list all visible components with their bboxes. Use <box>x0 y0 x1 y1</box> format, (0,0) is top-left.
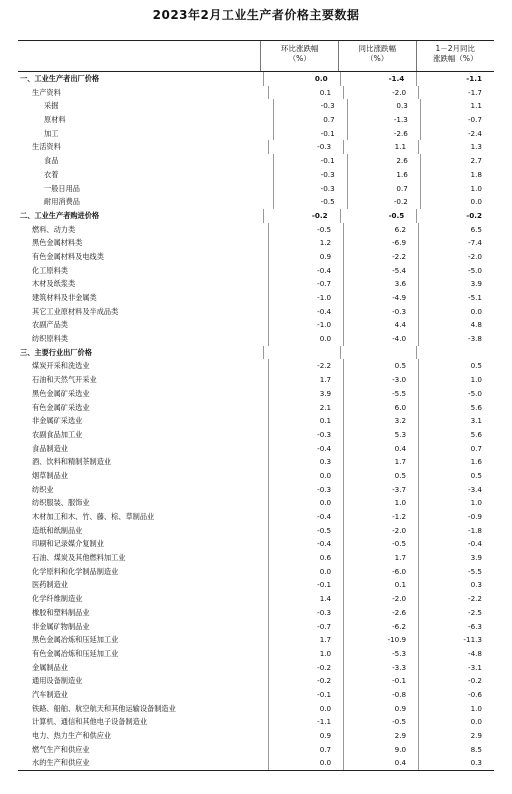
cell-ytd: 4.8 <box>418 318 494 332</box>
cell-ytd: -1.7 <box>418 86 494 100</box>
table-row <box>18 127 494 141</box>
cell-yoy: 0.1 <box>343 578 418 592</box>
cell-mom <box>263 346 340 360</box>
row-label: 有色金属矿采选业 <box>32 402 90 412</box>
row-label: 金属制品业 <box>32 662 68 672</box>
row-label: 非金属矿采选业 <box>32 416 83 426</box>
table-row <box>18 72 494 86</box>
cell-ytd: -5.0 <box>418 387 494 401</box>
table-row <box>18 195 494 209</box>
cell-ytd: -1.8 <box>418 524 494 538</box>
cell-yoy: 0.7 <box>347 182 420 196</box>
cell-yoy: -6.2 <box>343 620 418 634</box>
table-row <box>18 661 494 675</box>
cell-ytd: -2.2 <box>418 592 494 606</box>
row-label: 有色金属冶炼和压延加工业 <box>32 648 119 658</box>
row-label: 衣着 <box>44 169 59 179</box>
cell-mom: -0.1 <box>268 688 343 702</box>
table-row <box>18 99 494 113</box>
cell-mom: -0.5 <box>273 195 346 209</box>
cell-yoy: -2.2 <box>343 250 418 264</box>
cell-ytd: -5.5 <box>418 565 494 579</box>
cell-mom: -2.2 <box>268 359 343 373</box>
cell-ytd: 1.0 <box>418 496 494 510</box>
table-row <box>18 524 494 538</box>
cell-mom: 0.0 <box>268 565 343 579</box>
cell-mom: -0.5 <box>268 524 343 538</box>
cell-yoy: -5.4 <box>343 264 418 278</box>
header-yoy-line2: （%） <box>366 54 389 63</box>
row-label: 一、工业生产者出厂价格 <box>20 74 100 83</box>
table-row <box>18 209 494 223</box>
cell-ytd: 2.7 <box>420 154 494 168</box>
row-label: 石油、煤炭及其他燃料加工业 <box>32 553 126 563</box>
cell-yoy: -10.9 <box>343 633 418 647</box>
header-yoy-line1: 同比涨跌幅 <box>358 44 396 53</box>
table-row <box>18 483 494 497</box>
cell-ytd: -0.4 <box>418 537 494 551</box>
cell-yoy: 0.5 <box>343 469 418 483</box>
header-blank <box>18 41 260 71</box>
cell-yoy: -0.5 <box>343 537 418 551</box>
row-label: 原材料 <box>44 115 66 125</box>
cell-mom: 0.7 <box>268 743 343 757</box>
cell-mom: -0.3 <box>273 168 346 182</box>
row-label: 烟草制品业 <box>32 470 68 480</box>
row-label: 农副食品加工业 <box>32 429 83 439</box>
cell-yoy: -3.3 <box>343 661 418 675</box>
cell-yoy: 2.6 <box>347 154 420 168</box>
header-ytd-line1: 1－2月同比 <box>435 44 476 53</box>
cell-ytd: 0.0 <box>418 305 494 319</box>
cell-yoy <box>340 346 417 360</box>
cell-yoy: -0.5 <box>343 715 418 729</box>
table-row <box>18 318 494 332</box>
cell-ytd: -2.5 <box>418 606 494 620</box>
table-row <box>18 182 494 196</box>
table-row <box>18 442 494 456</box>
cell-ytd: 0.7 <box>418 442 494 456</box>
cell-mom: 0.3 <box>268 455 343 469</box>
row-label: 非金属矿物制品业 <box>32 621 90 631</box>
cell-mom: 0.0 <box>263 72 340 86</box>
table-row <box>18 702 494 716</box>
cell-ytd: 0.5 <box>418 359 494 373</box>
cell-mom: -0.4 <box>268 537 343 551</box>
cell-yoy: -4.9 <box>343 291 418 305</box>
table-row <box>18 510 494 524</box>
cell-yoy: -6.9 <box>343 236 418 250</box>
row-label: 石油和天然气开采业 <box>32 375 97 385</box>
cell-ytd: 1.1 <box>420 99 494 113</box>
cell-yoy: -2.0 <box>343 592 418 606</box>
row-label: 电力、热力生产和供应业 <box>32 731 112 740</box>
cell-yoy: -3.7 <box>343 483 418 497</box>
table-row <box>18 264 494 278</box>
row-label: 一般日用品 <box>44 183 80 193</box>
cell-ytd: -11.3 <box>418 633 494 647</box>
cell-mom: -0.4 <box>268 510 343 524</box>
row-label: 农副产品类 <box>32 320 68 330</box>
cell-ytd: 0.5 <box>418 469 494 483</box>
cell-yoy: 1.7 <box>343 455 418 469</box>
cell-yoy: -0.5 <box>340 209 417 223</box>
cell-mom: 1.7 <box>268 373 343 387</box>
row-label: 化学原料和化学制品制造业 <box>32 566 119 576</box>
table-row <box>18 346 494 360</box>
header-mom <box>260 41 338 71</box>
cell-ytd: -0.9 <box>418 510 494 524</box>
cell-ytd: -6.3 <box>418 620 494 634</box>
row-label: 纺织服装、服饰业 <box>32 498 90 508</box>
cell-mom: -0.2 <box>268 674 343 688</box>
row-label: 燃料、动力类 <box>32 224 76 234</box>
cell-yoy: -0.2 <box>347 195 420 209</box>
table-row <box>18 414 494 428</box>
table-row <box>18 633 494 647</box>
cell-yoy: 3.6 <box>343 277 418 291</box>
cell-ytd: -5.0 <box>418 264 494 278</box>
header-mom-line1: 环比涨跌幅 <box>280 44 319 53</box>
cell-ytd: -3.8 <box>418 332 494 346</box>
table-row <box>18 359 494 373</box>
row-label: 铁路、船舶、航空航天和其他运输设备制造业 <box>32 703 176 713</box>
table-row <box>18 455 494 469</box>
row-label: 水的生产和供应业 <box>32 758 90 768</box>
cell-ytd: -2.4 <box>420 127 494 141</box>
table-row <box>18 537 494 551</box>
cell-mom: 0.6 <box>268 551 343 565</box>
row-label: 三、主要行业出厂价格 <box>20 347 92 357</box>
header-mom-line2: （%） <box>288 54 311 63</box>
row-label: 其它工业原材料及半成品类 <box>32 306 119 316</box>
cell-ytd: -0.7 <box>420 113 494 127</box>
table-row <box>18 305 494 319</box>
cell-mom: 0.9 <box>268 729 343 743</box>
table-header <box>18 41 494 72</box>
row-label: 通用设备制造业 <box>32 676 83 686</box>
table-row <box>18 715 494 729</box>
cell-mom: -1.0 <box>268 318 343 332</box>
cell-ytd: -5.1 <box>418 291 494 305</box>
cell-yoy: 0.5 <box>343 359 418 373</box>
table-row <box>18 236 494 250</box>
table-row <box>18 113 494 127</box>
cell-ytd: -0.2 <box>418 674 494 688</box>
cell-yoy: -1.3 <box>347 113 420 127</box>
header-ytd <box>416 41 495 71</box>
cell-yoy: 3.2 <box>343 414 418 428</box>
cell-mom: 0.0 <box>268 702 343 716</box>
table-row <box>18 291 494 305</box>
cell-yoy: -0.8 <box>343 688 418 702</box>
cell-yoy: -2.6 <box>343 606 418 620</box>
cell-mom: -0.1 <box>273 154 346 168</box>
cell-mom: -0.3 <box>273 182 346 196</box>
table-row <box>18 606 494 620</box>
cell-mom: 0.0 <box>268 756 343 770</box>
cell-ytd: 3.1 <box>418 414 494 428</box>
row-label: 燃气生产和供应业 <box>32 744 90 754</box>
cell-ytd: 1.0 <box>418 702 494 716</box>
table-row <box>18 387 494 401</box>
row-label: 煤炭开采和洗选业 <box>32 361 90 371</box>
cell-yoy: 2.9 <box>343 729 418 743</box>
price-table <box>18 40 494 771</box>
table-row <box>18 428 494 442</box>
cell-yoy: -6.0 <box>343 565 418 579</box>
row-label: 食品制造业 <box>32 443 68 453</box>
cell-ytd: -0.6 <box>418 688 494 702</box>
table-row <box>18 565 494 579</box>
cell-yoy: -1.2 <box>343 510 418 524</box>
row-label: 汽车制造业 <box>32 689 68 699</box>
table-row <box>18 743 494 757</box>
table-row <box>18 401 494 415</box>
table-row <box>18 154 494 168</box>
row-label: 化学纤维制造业 <box>32 594 83 604</box>
cell-ytd: 2.9 <box>418 729 494 743</box>
row-label: 印刷和记录媒介复制业 <box>32 539 104 549</box>
cell-ytd: -0.2 <box>416 209 494 223</box>
cell-mom: -0.1 <box>273 127 346 141</box>
table-row <box>18 647 494 661</box>
cell-ytd: 1.3 <box>418 140 494 154</box>
cell-yoy: 9.0 <box>343 743 418 757</box>
table-row <box>18 620 494 634</box>
cell-yoy: 5.3 <box>343 428 418 442</box>
row-label: 建筑材料及非金属类 <box>32 293 97 302</box>
cell-mom: 1.7 <box>268 633 343 647</box>
cell-mom: 0.9 <box>268 250 343 264</box>
cell-yoy: -4.0 <box>343 332 418 346</box>
cell-ytd: 3.9 <box>418 551 494 565</box>
cell-mom: -0.2 <box>268 661 343 675</box>
cell-yoy: -0.1 <box>343 674 418 688</box>
cell-mom: -1.0 <box>268 291 343 305</box>
cell-yoy: -5.5 <box>343 387 418 401</box>
table-row <box>18 496 494 510</box>
cell-mom: -0.4 <box>268 264 343 278</box>
table-row <box>18 592 494 606</box>
cell-mom: 0.0 <box>268 332 343 346</box>
row-label: 加工 <box>44 128 59 138</box>
cell-yoy: 0.4 <box>343 756 418 770</box>
cell-ytd: 0.3 <box>418 756 494 770</box>
cell-mom: -0.3 <box>268 428 343 442</box>
cell-ytd: 1.0 <box>420 182 494 196</box>
cell-mom: -0.3 <box>268 483 343 497</box>
table-row <box>18 688 494 702</box>
cell-ytd: 0.0 <box>420 195 494 209</box>
table-row <box>18 168 494 182</box>
cell-mom: -0.3 <box>268 140 343 154</box>
cell-yoy: 6.0 <box>343 401 418 415</box>
table-row <box>18 551 494 565</box>
row-label: 医药制造业 <box>32 580 68 590</box>
row-label: 木材及纸浆类 <box>32 279 76 289</box>
cell-mom: -0.5 <box>268 223 343 237</box>
row-label: 造纸和纸制品业 <box>32 525 83 535</box>
table-body <box>18 72 494 770</box>
cell-mom: 1.4 <box>268 592 343 606</box>
cell-yoy: 1.6 <box>347 168 420 182</box>
table-row <box>18 469 494 483</box>
table-row <box>18 674 494 688</box>
cell-mom: -0.3 <box>268 606 343 620</box>
table-row <box>18 756 494 770</box>
cell-yoy: -2.0 <box>343 86 418 100</box>
table-row <box>18 250 494 264</box>
row-label: 采掘 <box>44 101 59 111</box>
cell-yoy: 0.3 <box>347 99 420 113</box>
cell-yoy: 4.4 <box>343 318 418 332</box>
cell-mom: 0.7 <box>273 113 346 127</box>
cell-yoy: 0.4 <box>343 442 418 456</box>
table-row <box>18 578 494 592</box>
table-row <box>18 277 494 291</box>
cell-mom: 3.9 <box>268 387 343 401</box>
cell-ytd: 3.9 <box>418 277 494 291</box>
table-row <box>18 729 494 743</box>
row-label: 木材加工和木、竹、藤、棕、草制品业 <box>32 512 155 521</box>
cell-yoy: -2.6 <box>347 127 420 141</box>
table-row <box>18 373 494 387</box>
cell-yoy: -1.4 <box>340 72 417 86</box>
cell-mom: -0.2 <box>263 209 340 223</box>
cell-mom: -0.7 <box>268 620 343 634</box>
cell-yoy: 1.0 <box>343 496 418 510</box>
header-yoy <box>338 41 416 71</box>
cell-yoy: -3.0 <box>343 373 418 387</box>
cell-ytd: 8.5 <box>418 743 494 757</box>
table-row <box>18 140 494 154</box>
cell-ytd: 1.8 <box>420 168 494 182</box>
row-label: 黑色金属材料类 <box>32 238 83 248</box>
cell-ytd: 1.0 <box>418 373 494 387</box>
cell-ytd: -3.4 <box>418 483 494 497</box>
row-label: 化工原料类 <box>32 265 68 275</box>
cell-mom: 2.1 <box>268 401 343 415</box>
row-label: 计算机、通信和其他电子设备制造业 <box>32 717 148 727</box>
cell-ytd: -7.4 <box>418 236 494 250</box>
row-label: 二、工业生产者购进价格 <box>20 210 100 220</box>
cell-ytd: 5.6 <box>418 428 494 442</box>
cell-mom: -0.4 <box>268 305 343 319</box>
row-label: 食品 <box>44 156 59 166</box>
cell-ytd: 0.0 <box>418 715 494 729</box>
row-label: 耐用消费品 <box>44 197 80 207</box>
cell-mom: 1.0 <box>268 647 343 661</box>
cell-yoy: 1.7 <box>343 551 418 565</box>
cell-mom: 0.0 <box>268 496 343 510</box>
table-row <box>18 332 494 346</box>
page-title: 2023年2月工业生产者价格主要数据 <box>152 8 360 22</box>
cell-mom: 0.0 <box>268 469 343 483</box>
row-label: 纺织原料类 <box>32 334 68 344</box>
cell-mom: 1.2 <box>268 236 343 250</box>
row-label: 酒、饮料和精制茶制造业 <box>32 457 112 467</box>
cell-ytd: -1.1 <box>416 72 494 86</box>
cell-mom: 0.1 <box>268 86 343 100</box>
row-label: 纺织业 <box>32 484 54 494</box>
cell-yoy: -0.3 <box>343 305 418 319</box>
cell-ytd: 6.5 <box>418 223 494 237</box>
cell-ytd: 5.6 <box>418 401 494 415</box>
cell-yoy: 0.9 <box>343 702 418 716</box>
row-label: 有色金属材料及电线类 <box>32 251 104 261</box>
cell-ytd <box>416 346 494 360</box>
cell-mom: -0.7 <box>268 277 343 291</box>
row-label: 橡胶和塑料制品业 <box>32 607 90 617</box>
cell-yoy: 6.2 <box>343 223 418 237</box>
cell-ytd: 0.3 <box>418 578 494 592</box>
row-label: 黑色金属冶炼和压延加工业 <box>32 635 119 645</box>
cell-yoy: -2.0 <box>343 524 418 538</box>
cell-ytd: -4.8 <box>418 647 494 661</box>
cell-ytd: 1.6 <box>418 455 494 469</box>
row-label: 生活资料 <box>32 142 61 152</box>
cell-mom: -0.3 <box>273 99 346 113</box>
cell-ytd: -2.0 <box>418 250 494 264</box>
cell-ytd: -3.1 <box>418 661 494 675</box>
table-row <box>18 86 494 100</box>
cell-yoy: -5.3 <box>343 647 418 661</box>
row-label: 黑色金属矿采选业 <box>32 388 90 398</box>
cell-yoy: 1.1 <box>343 140 418 154</box>
cell-mom: 0.1 <box>268 414 343 428</box>
header-ytd-line2: 涨跌幅（%） <box>432 54 478 63</box>
table-row <box>18 223 494 237</box>
row-label: 生产资料 <box>32 87 61 97</box>
cell-mom: -1.1 <box>268 715 343 729</box>
cell-mom: -0.1 <box>268 578 343 592</box>
cell-mom: -0.4 <box>268 442 343 456</box>
